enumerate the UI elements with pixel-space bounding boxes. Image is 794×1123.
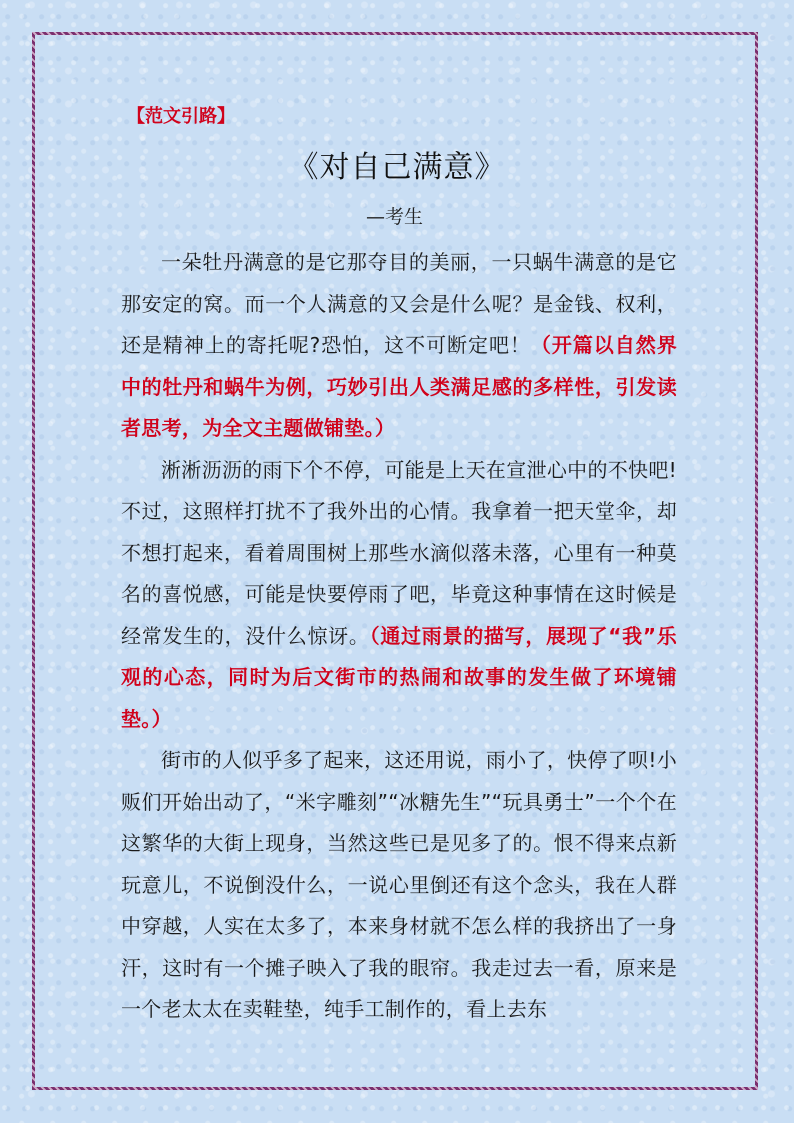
- commentary-note: （通过雨景的描写，展现了“我”乐观的心态，同时为后文街市的热闹和故事的发生做了环境铺垫。）: [121, 623, 677, 731]
- paragraph: [121, 450, 677, 741]
- essay-title: 《对自己满意》: [288, 150, 506, 185]
- essay-author: —考生: [366, 206, 424, 228]
- paragraph: [121, 740, 677, 1031]
- paragraph-text: 街市的人似乎多了起来，这还用说，雨小了，快停了呗!小贩们开始出动了，“米字雕刻”“冰糖先生”“玩具勇士”一个个在这繁华的大街上现身，当然这些已是见多了的。恨不得来点新玩意儿，不说倒没什么，一说心里倒还有这个念头，我在人群中穿越，人实在太多了，本来身材就不怎么样的我挤出了一身汗，这时有一个摊子映入了我的眼帘。我走过去一看，原来是一个老太太在卖鞋垫，纯手工制作的，看上去东: [121, 748, 677, 1021]
- essay-body: [121, 242, 677, 1031]
- section-tag: 【范文引路】: [127, 106, 235, 127]
- paragraph: [121, 242, 677, 450]
- paragraph-text: 淅淅沥沥的雨下个不停，可能是上天在宣泄心中的不快吧!不过，这照样打扰不了我外出的心情。我拿着一把天堂伞，却不想打起来，看着周围树上那些水滴似落未落，心里有一种莫名的喜悦感，可能是快要停雨了吧，毕竟这种事情在这时候是经常发生的，没什么惊讶。: [121, 457, 677, 648]
- commentary-note: （开篇以自然界中的牡丹和蜗牛为例，巧妙引出人类满足感的多样性，引发读者思考，为全文主题做铺垫。）: [121, 333, 677, 440]
- paragraph-text: 一朵牡丹满意的是它那夺目的美丽，一只蜗牛满意的是它那安定的窝。而一个人满意的又会是什么呢？是金钱、权利，还是精神上的寄托呢?恐怕，这不可断定吧！: [121, 250, 677, 357]
